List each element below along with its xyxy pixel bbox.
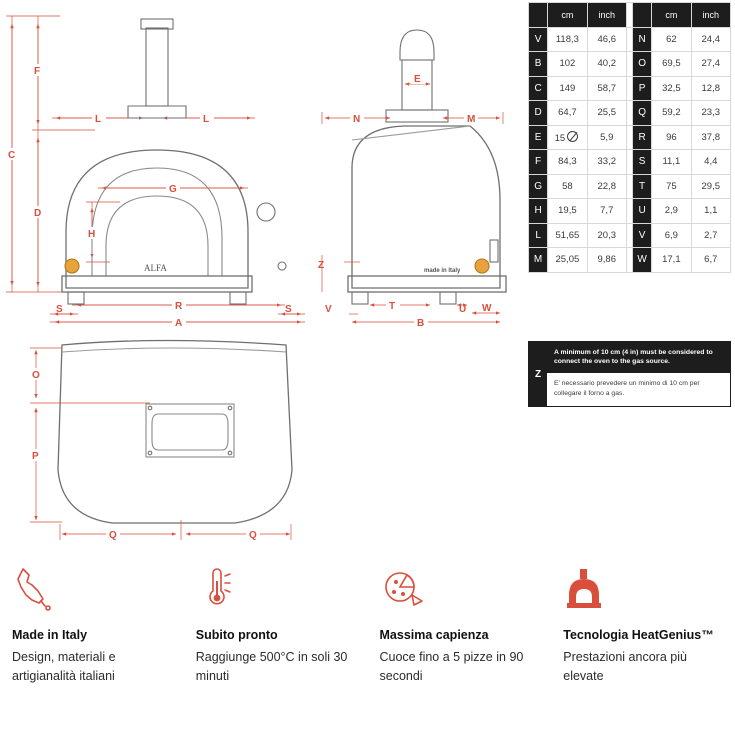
row-inch: 6,7 bbox=[691, 248, 730, 273]
row-inch: 46,6 bbox=[587, 27, 626, 52]
row-label: O bbox=[632, 52, 651, 77]
row-inch: 37,8 bbox=[691, 125, 730, 150]
svg-text:C: C bbox=[8, 150, 16, 161]
header-cm-left: cm bbox=[548, 3, 587, 28]
row-inch: 7,7 bbox=[587, 199, 626, 224]
table-row bbox=[529, 150, 731, 175]
front-view bbox=[62, 19, 286, 304]
spec-table-element bbox=[528, 2, 731, 273]
row-inch: 24,4 bbox=[691, 27, 730, 52]
row-label: N bbox=[632, 27, 651, 52]
row-cm: 2,9 bbox=[652, 199, 691, 224]
top-view bbox=[58, 341, 292, 524]
svg-text:D: D bbox=[34, 208, 42, 219]
svg-text:O: O bbox=[32, 370, 40, 381]
svg-text:P: P bbox=[32, 451, 39, 462]
svg-text:V: V bbox=[325, 304, 332, 315]
feature-title: Subito pronto bbox=[195, 628, 278, 642]
table-row bbox=[529, 199, 731, 224]
feature-massima-capienza bbox=[368, 560, 552, 687]
made-in-italy-label: made in Italy bbox=[424, 268, 461, 274]
svg-text:Q: Q bbox=[249, 530, 257, 541]
row-inch: 2,7 bbox=[691, 223, 730, 248]
row-inch: 12,8 bbox=[691, 76, 730, 101]
header-cm-right: cm bbox=[652, 3, 691, 28]
row-cm: 118,3 bbox=[548, 27, 587, 52]
note-text-en: A minimum of 10 cm (4 in) must be considered to connect the oven to the gas source. bbox=[547, 342, 730, 372]
note-label: Z bbox=[529, 342, 547, 406]
row-cm: 96 bbox=[652, 125, 691, 150]
row-cm: 11,1 bbox=[652, 150, 691, 175]
row-label: F bbox=[529, 150, 548, 175]
row-inch: 9,86 bbox=[587, 248, 626, 273]
row-label: R bbox=[632, 125, 651, 150]
row-label: V bbox=[529, 27, 548, 52]
row-inch: 27,4 bbox=[691, 52, 730, 77]
row-cm: 62 bbox=[652, 27, 691, 52]
row-label: W bbox=[632, 248, 651, 273]
row-inch: 20,3 bbox=[587, 223, 626, 248]
row-label: S bbox=[632, 150, 651, 175]
row-label: P bbox=[632, 76, 651, 101]
row-label: E bbox=[529, 125, 548, 150]
row-inch: 4,4 bbox=[691, 150, 730, 175]
svg-text:L: L bbox=[95, 114, 102, 125]
feature-title: Massima capienza bbox=[379, 628, 489, 642]
top-view-dimension-lines bbox=[30, 348, 291, 540]
svg-text:F: F bbox=[34, 66, 41, 77]
svg-text:H: H bbox=[88, 229, 96, 240]
row-cm: 149 bbox=[548, 76, 587, 101]
header-inch-right: inch bbox=[691, 3, 730, 28]
row-inch: 23,3 bbox=[691, 101, 730, 126]
oven-brand-label: ALFA bbox=[144, 263, 167, 273]
feature-made-in-italy bbox=[0, 560, 184, 687]
svg-text:M: M bbox=[467, 114, 476, 125]
svg-text:E: E bbox=[414, 74, 421, 85]
svg-text:Z: Z bbox=[318, 260, 325, 271]
feature-title: Made in Italy bbox=[12, 628, 88, 642]
table-row bbox=[529, 125, 731, 150]
row-label: C bbox=[529, 76, 548, 101]
specifications-table bbox=[528, 2, 731, 273]
oven-icon bbox=[563, 560, 719, 616]
row-cm: 75 bbox=[652, 174, 691, 199]
row-cm-diameter bbox=[548, 125, 587, 150]
row-label: M bbox=[529, 248, 548, 273]
svg-text:T: T bbox=[389, 301, 396, 312]
table-row bbox=[529, 76, 731, 101]
row-inch: 29,5 bbox=[691, 174, 730, 199]
svg-text:U: U bbox=[459, 304, 467, 315]
feature-subito-pronto bbox=[184, 560, 368, 687]
header-blank-left bbox=[529, 3, 548, 28]
svg-text:S: S bbox=[56, 304, 63, 315]
table-row bbox=[529, 174, 731, 199]
feature-text: Prestazioni ancora più elevate bbox=[563, 650, 687, 684]
row-cm: 17,1 bbox=[652, 248, 691, 273]
feature-text: Raggiunge 500°C in soli 30 minuti bbox=[195, 650, 348, 684]
row-cm: 32,5 bbox=[652, 76, 691, 101]
row-inch: 22,8 bbox=[587, 174, 626, 199]
pizza-slices-icon bbox=[380, 560, 536, 616]
features-row bbox=[0, 560, 735, 687]
row-cm: 69,5 bbox=[652, 52, 691, 77]
svg-text:R: R bbox=[175, 301, 183, 312]
table-row bbox=[529, 101, 731, 126]
italy-map-icon bbox=[12, 560, 168, 616]
row-label: U bbox=[632, 199, 651, 224]
svg-text:W: W bbox=[482, 303, 492, 314]
side-view bbox=[348, 30, 506, 304]
note-text-it: E' necessario prevedere un minimo di 10 cm per collegare il forno a gas. bbox=[547, 372, 730, 406]
row-inch: 5,9 bbox=[587, 125, 626, 150]
row-label: D bbox=[529, 101, 548, 126]
note-body bbox=[547, 342, 730, 406]
header-inch-left: inch bbox=[587, 3, 626, 28]
row-cm: 25,05 bbox=[548, 248, 587, 273]
row-label: Q bbox=[632, 101, 651, 126]
table-row bbox=[529, 248, 731, 273]
row-cm: 84,3 bbox=[548, 150, 587, 175]
svg-text:N: N bbox=[353, 114, 361, 125]
row-cm: 51,65 bbox=[548, 223, 587, 248]
top-view-dimension-labels bbox=[29, 368, 260, 541]
gas-connection-note bbox=[528, 341, 731, 407]
row-cm: 58 bbox=[548, 174, 587, 199]
thermometer-icon bbox=[196, 560, 352, 616]
table-row bbox=[529, 52, 731, 77]
table-row bbox=[529, 27, 731, 52]
side-view-dimension-labels bbox=[318, 72, 492, 329]
svg-text:Q: Q bbox=[109, 530, 117, 541]
svg-text:G: G bbox=[169, 184, 177, 195]
svg-text:B: B bbox=[417, 318, 425, 329]
row-inch: 40,2 bbox=[587, 52, 626, 77]
row-label: V bbox=[632, 223, 651, 248]
row-label: H bbox=[529, 199, 548, 224]
row-cm: 102 bbox=[548, 52, 587, 77]
row-label: L bbox=[529, 223, 548, 248]
table-header-row bbox=[529, 3, 731, 28]
row-label: G bbox=[529, 174, 548, 199]
feature-text: Cuoce fino a 5 pizze in 90 secondi bbox=[379, 650, 524, 684]
row-cm: 19,5 bbox=[548, 199, 587, 224]
feature-text: Design, materiali e artigianalità italiani bbox=[12, 650, 116, 684]
row-inch: 58,7 bbox=[587, 76, 626, 101]
svg-text:L: L bbox=[203, 114, 210, 125]
feature-title: Tecnologia HeatGenius™ bbox=[563, 628, 714, 642]
row-inch: 33,2 bbox=[587, 150, 626, 175]
row-cm: 64,7 bbox=[548, 101, 587, 126]
header-blank-right bbox=[632, 3, 651, 28]
svg-text:S: S bbox=[285, 304, 292, 315]
row-inch: 1,1 bbox=[691, 199, 730, 224]
row-inch: 25,5 bbox=[587, 101, 626, 126]
row-cm: 15 bbox=[554, 132, 566, 144]
diameter-icon bbox=[567, 131, 578, 142]
table-row bbox=[529, 223, 731, 248]
row-cm: 59,2 bbox=[652, 101, 691, 126]
feature-heatgenius bbox=[551, 560, 735, 687]
svg-text:A: A bbox=[175, 318, 183, 329]
row-label: B bbox=[529, 52, 548, 77]
row-cm: 6,9 bbox=[652, 223, 691, 248]
row-label: T bbox=[632, 174, 651, 199]
